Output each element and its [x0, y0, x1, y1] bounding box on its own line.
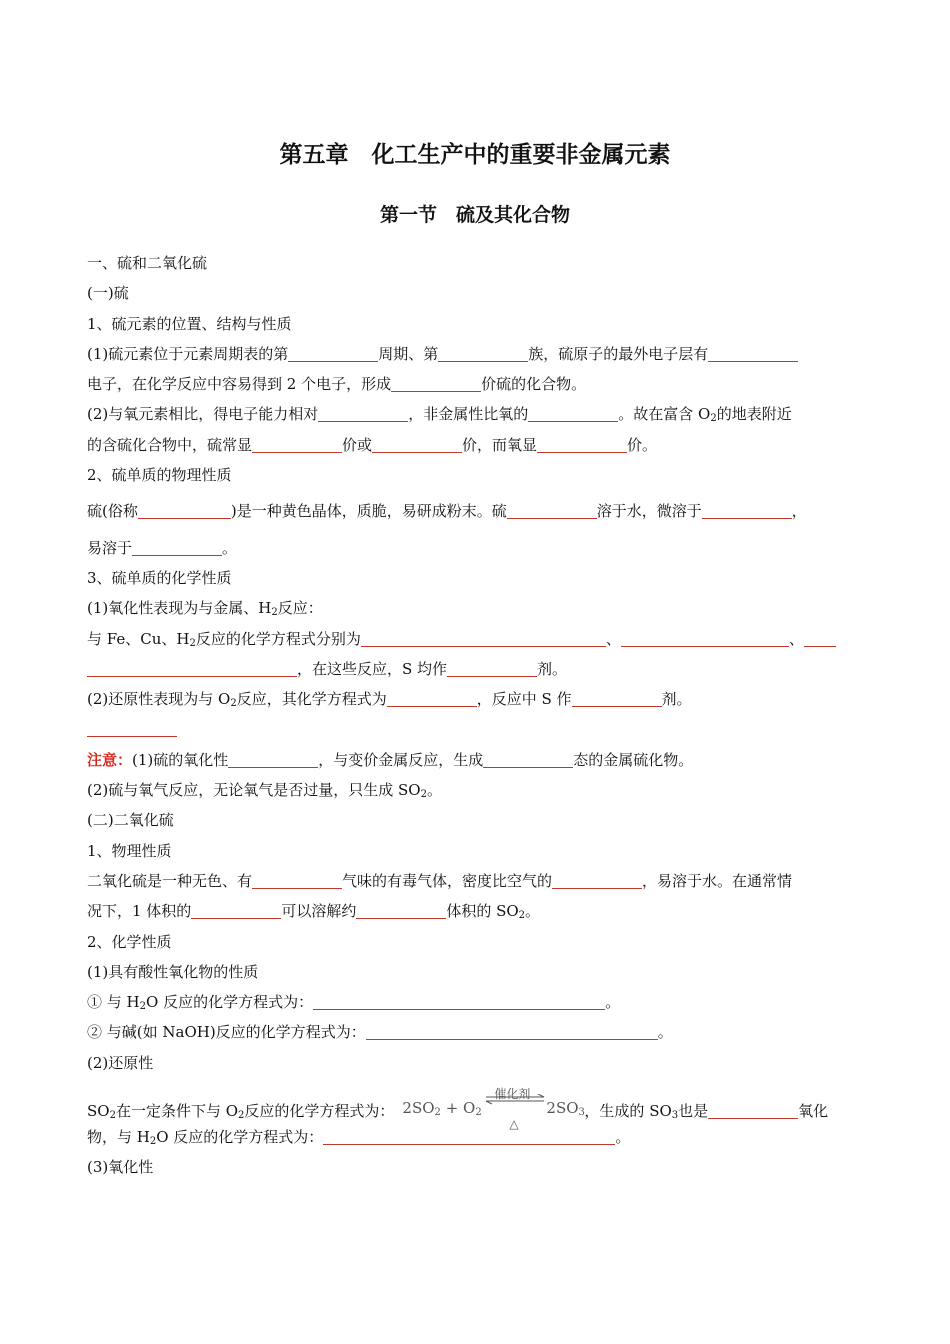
heading-so2: (二)二氧化硫 — [87, 811, 174, 830]
paragraph-line: (1)氧化性表现为与金属、$H_2$反应： — [87, 599, 323, 619]
paragraph-line: 况下，1 体积的 可以溶解约 体积的 $SO_2$。 — [87, 902, 541, 922]
heading-part1: 一、硫和二氧化硫 — [87, 254, 208, 272]
heading-sulfur: (一)硫 — [87, 284, 129, 303]
fill-blank[interactable] — [318, 404, 408, 422]
heading-2-2-1: (1)具有酸性氧化物的性质 — [87, 962, 259, 981]
fill-blank[interactable] — [191, 901, 281, 919]
fill-blank[interactable] — [447, 659, 537, 677]
paragraph-line: (2)还原性表现为与 $O_2$反应，其化学方程式为 ，反应中 S 作 剂。 — [87, 690, 692, 710]
fill-blank[interactable] — [132, 538, 222, 556]
fill-blank[interactable] — [387, 689, 477, 707]
paragraph-line: 易溶于 。 — [87, 538, 238, 557]
heading-1-2: 2、硫单质的物理性质 — [87, 466, 232, 485]
fill-blank[interactable] — [366, 1022, 658, 1040]
paragraph-line: (2)硫与氧气反应，无论氧气是否过量，只生成 $SO_2$。 — [87, 781, 442, 801]
fill-blank[interactable] — [288, 344, 378, 362]
fill-blank[interactable] — [313, 992, 605, 1010]
heading-1-3: 3、硫单质的化学性质 — [87, 568, 232, 587]
fill-blank[interactable] — [483, 750, 573, 768]
paragraph-line: ① 与 $H_2O$ 反应的化学方程式为： 。 — [87, 993, 621, 1013]
note-label: 注意： — [87, 750, 133, 769]
fill-blank[interactable] — [507, 501, 597, 519]
heat-symbol: △ — [509, 1117, 519, 1132]
heading-2-1: 1、物理性质 — [87, 841, 172, 860]
paragraph-line: (1)硫元素位于元素周期表的第 周期、第 族，硫原子的最外电子层有 — [87, 339, 867, 369]
heading-2-2-2: (2)还原性 — [87, 1053, 154, 1072]
heading-2-2: 2、化学性质 — [87, 932, 172, 951]
paragraph-line: $SO_2$在一定条件下与 $O_2$反应的化学方程式为： $2SO_2 + O_2$ 催化剂 △ $2SO_3$ ，生成的 $SO_3$也是 氧化 — [87, 1082, 867, 1122]
paragraph-line: ② 与碱(如 NaOH)反应的化学方程式为： 。 — [87, 1023, 673, 1042]
fill-blank[interactable] — [552, 871, 642, 889]
fill-blank[interactable] — [572, 689, 662, 707]
fill-blank[interactable] — [252, 435, 342, 453]
fill-blank[interactable] — [621, 629, 789, 647]
chapter-title: 第五章 化工生产中的重要非金属元素 — [279, 142, 671, 168]
fill-blank[interactable] — [323, 1127, 615, 1145]
paragraph-line — [87, 714, 867, 744]
paragraph-line: 与 Fe、Cu、$H_2$反应的化学方程式分别为 、 、 — [87, 624, 867, 654]
paragraph-line: 物，与 $H_2O$ 反应的化学方程式为： 。 — [87, 1128, 631, 1148]
paragraph-line: ，在这些反应，S 均作 剂。 — [87, 654, 867, 684]
fill-blank[interactable] — [708, 344, 798, 362]
fill-blank[interactable] — [391, 374, 481, 392]
catalyst-label: 催化剂 — [494, 1087, 531, 1102]
heading-1-1: 1、硫元素的位置、结构与性质 — [87, 314, 292, 333]
paragraph-line: (2)与氧元素相比，得电子能力相对 ，非金属性比氧的 。故在富含 $O_2$的地表附近 — [87, 405, 792, 425]
fill-blank[interactable] — [804, 629, 836, 647]
heading-2-2-3: (3)氧化性 — [87, 1158, 154, 1177]
paragraph-line: 的含硫化合物中，硫常显 价或 价，而氧显 价。 — [87, 435, 658, 454]
fill-blank[interactable] — [252, 871, 342, 889]
fill-blank[interactable] — [438, 344, 528, 362]
paragraph-line: 二氧化硫是一种无色、有 气味的有毒气体，密度比空气的 ，易溶于水。在通常情 — [87, 871, 793, 890]
fill-blank[interactable] — [138, 501, 231, 519]
fill-blank[interactable] — [87, 659, 297, 677]
fill-blank[interactable] — [708, 1101, 798, 1119]
fill-blank[interactable] — [537, 435, 627, 453]
fill-blank[interactable] — [361, 629, 606, 647]
fill-blank[interactable] — [228, 750, 318, 768]
section-title: 第一节 硫及其化合物 — [379, 204, 570, 226]
fill-blank[interactable] — [356, 901, 446, 919]
document-body — [87, 248, 867, 1183]
paragraph-line: 电子，在化学反应中容易得到 2 个电子，形成 价硫的化合物。 — [87, 375, 587, 394]
paragraph-line: 硫(俗称 )是一种黄色晶体，质脆，易研成粉末。硫 溶于水，微溶于 ， — [87, 502, 807, 521]
reaction-equation: $2SO_2 + O_2$ 催化剂 △ $2SO_3$ — [394, 1082, 584, 1122]
fill-blank[interactable] — [87, 719, 177, 737]
fill-blank[interactable] — [372, 435, 462, 453]
fill-blank[interactable] — [528, 404, 618, 422]
fill-blank[interactable] — [702, 501, 792, 519]
paragraph-line: 注意：(1)硫的氧化性 ，与变价金属反应，生成 态的金属硫化物。 — [87, 750, 694, 769]
